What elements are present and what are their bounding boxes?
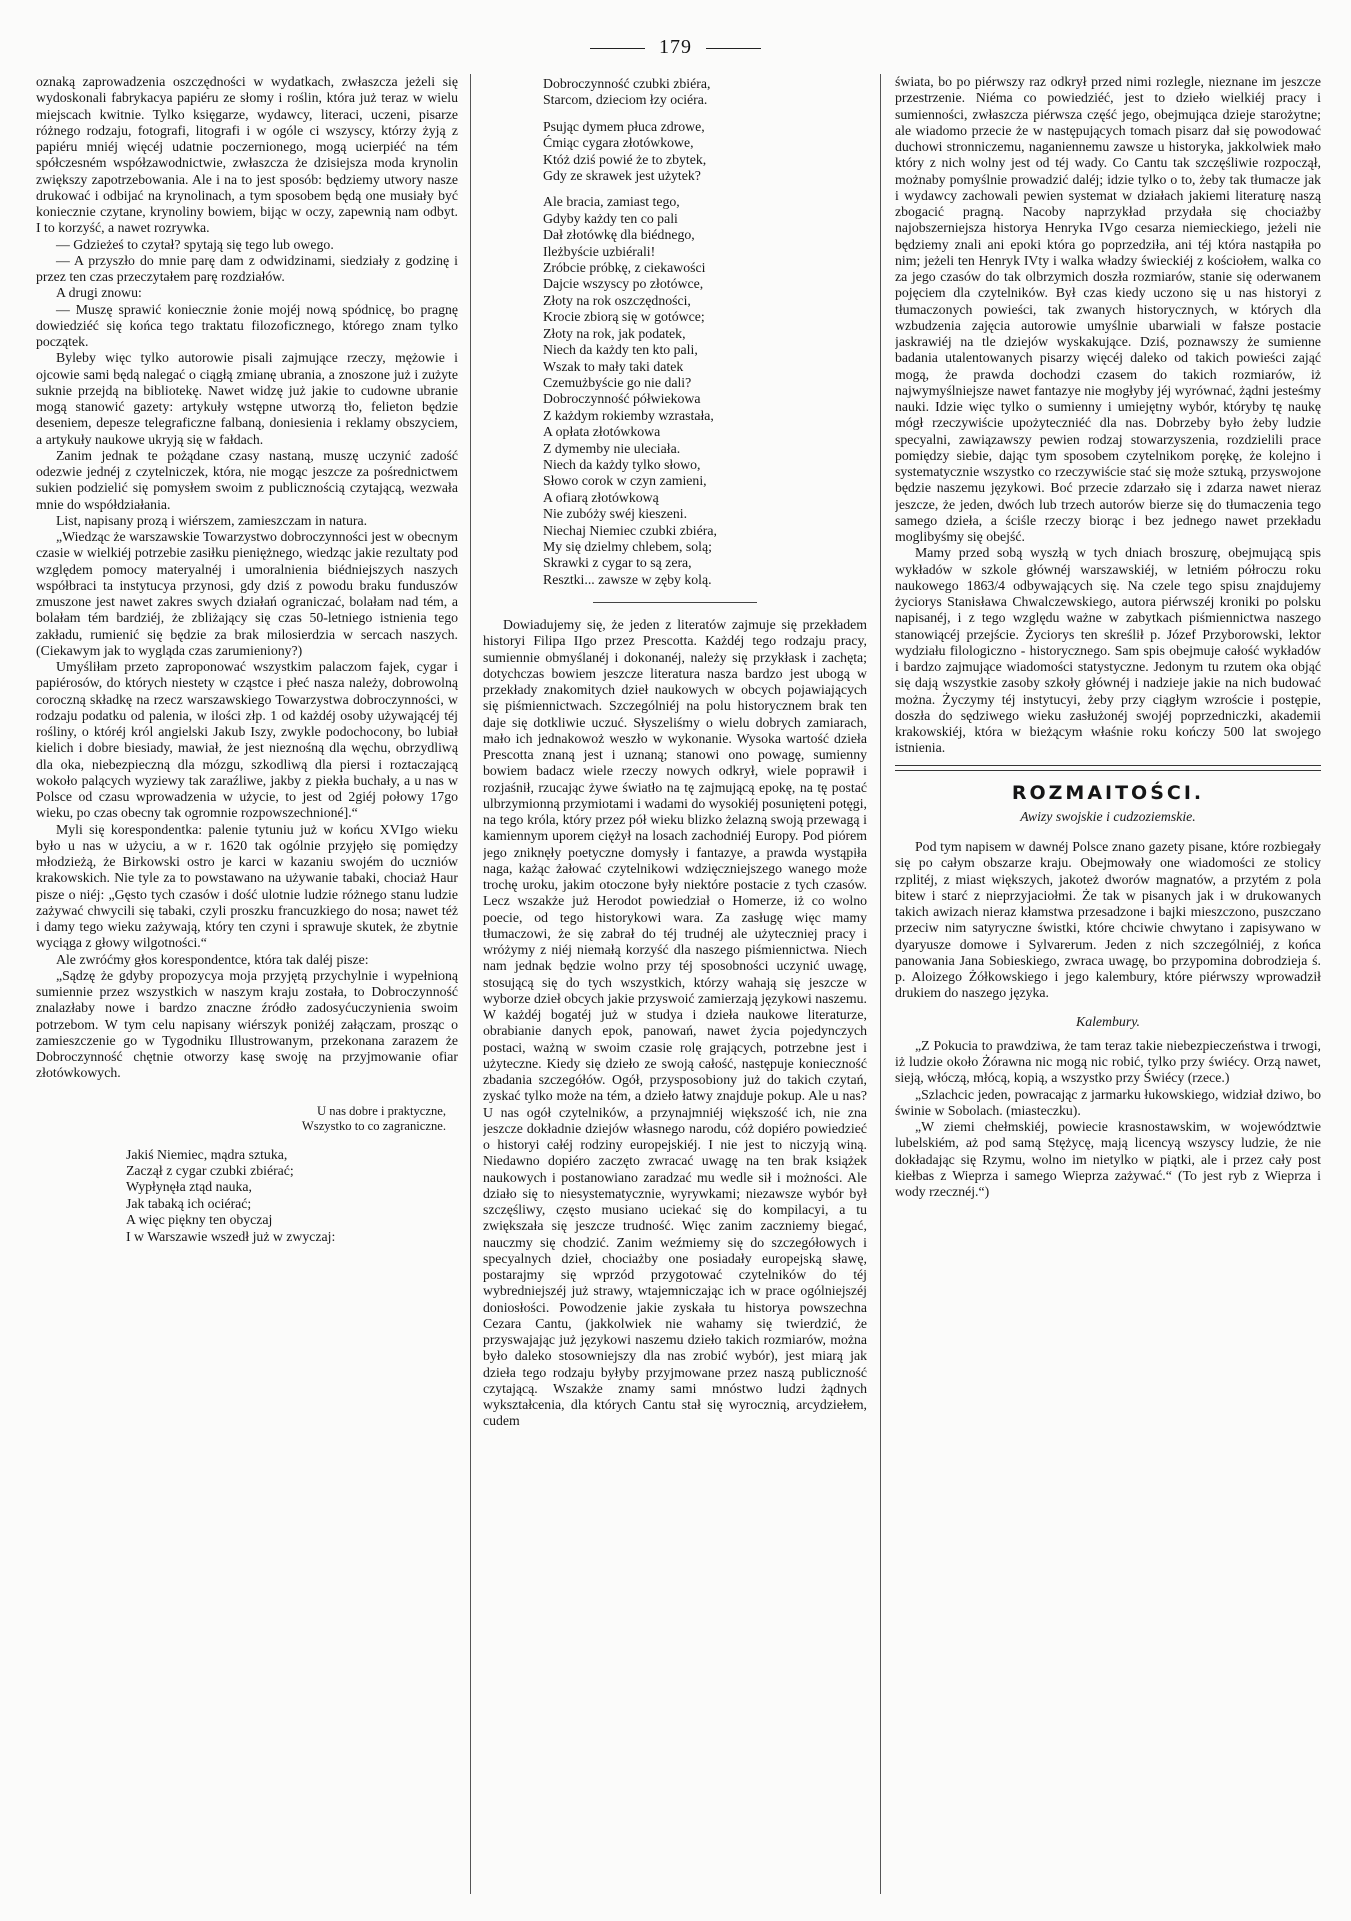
paragraph: „Z Pokucia to prawdziwa, że tam teraz takie niebezpieczeństwa i trwogi, iż ludzie około Żórawna nic mogą nic robić, tylko przy świécy. Orzą nawet, sieją, włóczą, młócą, kopią, a wszystko przy Świécy (rzece.) <box>895 1037 1321 1086</box>
poem-line: A więc piękny ten obyczaj <box>126 1212 273 1228</box>
epigraph-line: Wszystko to co zagraniczne. <box>301 1119 446 1133</box>
paragraph: Dowiadujemy się, że jeden z literatów zajmuje się przekładem historyi Filipa IIgo przez Prescotta. Każdéj tego rodzaju pracy, sumiennie obmyślanéj i dokonanéj, należy się przykłask i zachęta; dotychczas bowiem jeszcze literatura nasza bardzo jest ubogą w przekłady znakomitych dzieł naukowych w obcych pojawiających się piśmiennictwach. Szczególniéj na polu historycznem brak ten daje się dotkliwie uczuć. Słyszeliśmy o wielu dobrych zamiarach, mało ich jednakowoż weszło w wykonanie. Wysoka wartość dzieła Prescotta znaną jest i uznaną; stanowi ono powagę, sumienny bowiem badacz wiele rzeczy nowych odkrył, wiele poprawił i rozjaśnił, rzucając żywe światło na tę zajmującą epokę, na tę postać ulbrzymionną przymiotami i wadami do wysokiéj posunięteni potęgi, na tego króla, który przez pół wieku blizko żelazną swoją przewagą i kamiennym uporem ciężył na losach zachodniéj Europy. Pod piórem jego zniknęły poetyczne domysły i fantazye, a prawda wystąpiła naga, każąc żałować czytelnikowi wdzięczniejszego wanego może trochę uroku, jakim otoczone były niektóre postacie z tych czasów. Lecz wszakże już Herodot powiedział o Homerze, iż co wolno poecie, od tego historykowi wara. Za zasługę więc mamy tłumaczowi, że się zabrał do téj trudnéj ale użyteczniej pracy i wróżymy z niéj niemałą korzyść dla naszego piśmiennictwa. Niech nam jednak będzie wolno przy téj sposobności uczynić uwagę, stosującą się do tych wszystkich, którzy wahają się jeszcze w wyborze dzieł obcych jakie przyswoić zamierzają językowi naszemu. W każdéj bogatéj już w studya i dzieła naukowe literaturze, obrabianie danych epok, panowań, nawet życia pojedynczych postaci, ważną w swoim czasie rolę grających, potrzebne jest i użyteczne. Kiedy się dzieło ze swoją całość, następuje konieczność zbadania szczegółów. Ogół, przysposobiony już do takich czytań, zyskać tylko może na tém, a dzieło łatwy znajduje pokup. Ale u nas? U nas ogół czytelników, a przynajmniéj większość ich, nie zna jeszcze dokładnie dziejów własnego narodu, cóż dopiéro powiedzieć o historyi całéj rodziny europejskiéj. I nie jest to niczyją winą. Niedawno dopiéro zaczęto zwracać uwagę na ten brak książek naukowych i postanowiano zaradzać mu wedle sił i możności. Ale działo się to niesystematycznie, wyrywkami; niezawsze wybór był szczęśliwy, często musiano uciekać się do kompilacyi, a tu zwiększała się jeszcze trudność. Więc zanim zaczniemy biegać, nauczmy się chodzić. Zanim weźmiemy się do szczegółowych i specyalnych dzieł, chociażby one posiadały europejską sławę, postarajmy się wprzód przygotować czytelników do téj wybredniejszéj już strawy, wtajemniczając ich w prace ogólniejszéj doniosłości. Powodzenie jakie zyskała tu historya powszechna Cezara Cantu, (jakkolwiek nie wahamy się twierdzić, że przyswajając już językowi naszemu dzieło takich rozmiarów, można było daleko stosowniejszy dla nas zrobić wybór), jest miarą jak dzieła tego rodzaju byłyby przyjmowane przez naszą publiczność czytającą. Wszakże znamy sami mnóstwo ludzi żądnych wykształcenia, dla których Cantu stał się wyrocznią, arcydziełem, cudem <box>483 617 867 1429</box>
column-divider <box>470 74 471 1894</box>
poem-line: Dobroczynność czubki zbiéra, <box>543 76 711 91</box>
paragraph: świata, bo po piérwszy raz odkrył przed nimi rozlegle, nieznane im jeszcze przestrzenie. Niéma co powiedziéć, jest to dzieło wielkiéj pracy i sumienności, zwłaszcza piérwsza część jego, obejmująca dzieje starożytne; ale wiadomo przecie że w następujących tomach pisarz dał się powodować duchowi stronniczemu, naganiennemu zawsze u historyka, jakkolwiek mało który z nich wolny jest od téj wady. Co Cantu tak szczęśliwie rozpoczął, możnaby pomyślnie prowadzić daléj; idzie tylko o to, żeby tak tłumacze jak i wydawcy zachowali pewien systemat w działach jakiemi literaturę naszą zbogacić pragną. Nacoby naprzykład przydała się chociażby najobszerniejsza historya Henryka IVgo cesarza niemieckiego, jeżeli nie będziemy znali ani epoki która go poprzedziła, ani téj która nastąpiła po nim; jeżeli ten Henryk IVty i walka władzy świeckiéj z kościołem, walka co za jego czasów do tak olbrzymich doszła rozmiarów, stanie się oderwanem pojęciem dla czytelników. Był czas kiedy uczono się u nas historyi z tłumaczonych powieści, tak zwanych historycznych, w których dla wzbudzenia zajęcia autorowie umyślnie ubarwiali w fałsze postacie jaskrawiéj na tle dziejów wyskakujące. Dziś, poznawszy że sumienne badania utalentowanych pisarzy więcéj daleko od takich powieści zająć mogą, że prawda dochodzi czasem do takich rozmiarów, iż najwymyślniejsze nawet fantazye nie mogłyby jéj wyrównać, żądni jesteśmy nauki. Idzie więc tylko o sumienny i umiejętny wybór, któryby tę naukę mógł rzeczywiście upożyteczniéć dla nas. Dobrzeby było żeby ludzie specyalni, zawiązawszy pewien rodzaj stowarzyszenia, rozdzielili prace pomiędzy siebie, dając tym sposobem czytelnikom porękę, że kolejno i systematycznie wszystko co rzeczywiście stać się może sztuką, przyswojone będzie naszemu językowi. Boć przecie zdarzało się i zdarza nawet nieraz jeszcze, że jeden, dwóch lub trzech autorów bierze się do tłumaczenia tego samego dzieła, a ściśle rzeczy biorąc i bez jednego nawet przekładu moglibyśmy się obejść. <box>895 74 1321 544</box>
poem-line: Niech da każdy ten kto pali, <box>543 342 698 358</box>
poem-line: I w Warszawie wszedł już w zwyczaj: <box>126 1228 336 1244</box>
column-1 <box>36 74 458 1904</box>
poem-line: Złoty na rok, jak podatek, <box>543 325 686 341</box>
paragraph: — Gdzieżeś to czytał? spytają się tego lub owego. <box>56 236 334 252</box>
poem-line: My się dzielmy chlebem, solą; <box>543 538 712 554</box>
section-heading: ROZMAITOŚCI. <box>1011 781 1205 804</box>
column-2 <box>483 74 867 1904</box>
paragraph: „Szlachcic jeden, powracając z jarmarku łukowskiego, widział dziwo, bo świnie w Sobolach. (miasteczku). <box>895 1086 1321 1118</box>
poem-line: Krocie zbiorą się w gotówce; <box>543 309 705 325</box>
poem-line: Z każdym rokiemby wzrastała, <box>543 407 714 423</box>
paragraph: — A przyszło do mnie parę dam z odwidzinami, siedziały z godzinę i przez ten czas przeczytałem parę rozdziałów. <box>36 252 458 284</box>
paragraph: „Wiedząc że warszawskie Towarzystwo dobroczynności jest w obecnym czasie w wielkiéj potrzebie zasiłku pieniężnego, wiedząc jakie rezultaty pod względem pomocy materyalnéj i umoralnienia biédniejszych naszych współbraci ta instytucya przynosi, gdy dziś z powodu braku funduszów zmuszone jest nawet zakres swych działań ograniczać, bolałam nad tém, a bolałam tém bardziéj, że zbliżający się czas 50-letniego istnienia tego zakładu, rumienić się będzie za brak milosierdzia w sercach naszych. (Ciekawym jak to wygląda czas zarumieniony?) <box>36 529 458 658</box>
paragraph: A drugi znowu: <box>56 285 142 301</box>
page-number-header <box>0 36 1351 59</box>
header-rule-left <box>590 48 645 49</box>
poem-line: Jakiś Niemiec, mądra sztuka, <box>126 1146 288 1162</box>
poem-line: Resztki... zawsze w zęby kolą. <box>543 571 712 587</box>
poem-line: Niechaj Niemiec czubki zbiéra, <box>543 522 717 538</box>
poem-line: Starcom, dzieciom łzy ociéra. <box>543 92 708 108</box>
section-separator <box>593 602 757 603</box>
paragraph: Umyśliłam przeto zaproponować wszystkim palaczom fajek, cygar i papiérosów, do których niestety w cząstce i płeć nasza należy, dobrowolną coroczną składkę na rzecz warszawskiego Towarzystwa dobroczynności, w rodzaju podatku od palenia, w ilości złp. 1 od każdéj osoby używającéj téj rośliny, o któréj król angielski Jakub Iszy, zwykle podochocony, bo lubiał kielich i dobre biesiady, mawiał, że jest nieznośną dla węchu, obrzydliwą dla oka, niebezpieczną dla mózgu, szkodliwą dla piersi i roztaczającą wokoło palących wyziewy tak zaraźliwe, jakby z piekła buchały, a u nas w Polsce od czasu wprowadzenia w użycie, to jest od 2giéj połowy 17go wieku, po czas obecny tak ogromnie rozpowszechnioné].“ <box>36 659 458 821</box>
paragraph: Pod tym napisem w dawnéj Polsce znano gazety pisane, które rozbiegały się po całym obszarze kraju. Obejmowały one wiadomości ze stolicy rzplitéj, z miast większych, jakoteż dworów magnatów, a przytém z pola bitew i starć z nieprzyjaciołmi. Że tak w pisanych jak i w drukowanych takich awizach nieraz kłamstwa przesadzone i bajki mieszczono, puszczano przeciw nim satyryczne świstki, które chciwie chwytano i zapisywano w dyaryusze domowe i Sylvarerum. Jeden z nich szczególniéj, z końca panowania Jana Sobieskiego, zwraca uwagę, bo przypomina dobrodzieja ś. p. Aloizego Żółkowskiego i jego kalembury, które piérwszy wprowadził drukiem do naszego języka. <box>895 839 1321 1001</box>
paragraph: List, napisany prozą i wiérszem, zamieszczam in natura. <box>56 512 368 528</box>
poem-line: Psując dymem płuca zdrowe, <box>543 118 705 134</box>
poem-line: Złoty na rok oszczędności, <box>543 292 691 308</box>
poem-line: Ćmiąc cygara złotówkowe, <box>543 135 694 151</box>
poem-line: Gdyby każdy ten co pali <box>543 210 678 226</box>
poem <box>36 1147 458 1245</box>
poem-line: Skrawki z cygar to są zera, <box>543 555 692 571</box>
paragraph: — Muszę sprawić koniecznie żonie mojéj nową spódnicę, bo pragnę dowiedziéć się końca tego traktatu filozoficznego, którego znam tylko początek. <box>36 301 458 349</box>
poem-line: Zróbcie próbkę, z ciekawości <box>543 260 706 276</box>
poem-line: A ofiarą złotówkową <box>543 489 659 505</box>
poem-line: Dał złotówkę dla biédnego, <box>543 227 695 243</box>
section-double-rule <box>895 765 1321 771</box>
poem-line: Dajcie wszyscy po złotówce, <box>543 276 704 292</box>
poem-line: Słowo corok w czyn zamieni, <box>543 473 707 489</box>
poem-line: Nie zubóży swéj kieszeni. <box>543 506 688 522</box>
epigraph-line: U nas dobre i praktyczne, <box>316 1103 446 1118</box>
article-subheading: Kalembury. <box>1076 1013 1140 1029</box>
poem-line: Niech da każdy tylko słowo, <box>543 456 701 472</box>
poem-line: Wypłynęła ztąd nauka, <box>126 1179 252 1195</box>
poem-stanza <box>483 119 867 185</box>
header-rule-right <box>706 48 761 49</box>
poem-line: Z dymemby nie uleciała. <box>543 440 681 456</box>
poem-line: A opłata złotówkowa <box>543 424 661 440</box>
paragraph: „Sądzę że gdyby propozycya moja przyjętą przychylnie i wypełnioną sumiennie przez wszystkich w naszym kraju została, to Dobroczynność znalazłaby nowe i bardzo znaczne źródło zadosyćuczynienia swoim potrzebom. W tym celu napisany wiérszyk poniżéj załączam, prosząc o zamieszczenie go w Tygodniku Illustrowanym, przekonana zarazem że Dobroczynność chętnie otworzy kasę swoję na przyjmowanie ofiar złotówkowych. <box>36 967 458 1081</box>
paragraph: „W ziemi chełmskiéj, powiecie krasnostawskim, w województwie lubelskiém, aż pod samą Stężycę, mają licencyą wszyscy ludzie, że nie dokładając się Rzymu, wolno im nietylko w piątki, ale i przez cały post kiełbas z Wieprza i samego Wieprza zażywać.“ (To jest ryb z Wieprza i wody rzecznéj.“) <box>895 1119 1321 1199</box>
poem-stanza <box>483 76 867 109</box>
paragraph: Zanim jednak te pożądane czasy nastaną, muszę uczynić zadość odezwie jednéj z czytelniczek, która, nie mogąc jeszcze za pośrednictwem sukien podzielić się pomysłem swoim z publicznością czytającą, wezwała mnie do współdziałania. <box>36 447 458 512</box>
poem-line: Zaczął z cygar czubki zbiérać; <box>126 1162 294 1178</box>
paragraph: Ale zwróćmy głos korespondentce, która tak daléj pisze: <box>56 951 369 967</box>
poem-line: Czemużbyście go nie dali? <box>543 374 692 390</box>
column-3 <box>895 74 1321 1904</box>
paragraph: Mamy przed sobą wyszłą w tych dniach broszurę, obejmującą spis wykładów w szkole głównéj warszawskiéj, w letniém półroczu roku naukowego 1863/4 odbywających się. Na czele tego spisu znajdujemy życiorys Stanisława Chwalczewskiego, autora piérwszéj kroniki po polsku napisanéj, i z tego względu ważne w zabytkach piśmiennictwa naszego stanowiącéj przejście. Życiorys ten skreślił p. Józef Przyborowski, lektor wydziału filologiczno - historycznego. Sam spis obejmuje całość wykładów i bardzo zajmujące wiadomości statystyczne. Jedonym tu rzutem oka objąć się dają wszystkie zasoby szkoły głównéj i nadzieje jakie na nich budować można. Życzymy téj instytucyi, żeby przy ciągłym wzroście i postępie, doszła do sędziwego wieku zasłużonéj swojéj poprzedniczki, akademii krakowskiéj, która w bieżącym właśnie roku kończy 500 lat swojego istnienia. <box>895 545 1321 756</box>
page-number: 179 <box>659 36 692 58</box>
poem-line: Wszak to mały taki datek <box>543 358 684 374</box>
poem-line: Dobroczynność półwiekowa <box>543 391 701 407</box>
poem-epigraph <box>36 1104 458 1135</box>
poem-line: Ale bracia, zamiast tego, <box>543 194 680 210</box>
column-divider <box>880 74 881 1894</box>
section-subheading: Awizy swojskie i cudzoziemskie. <box>1020 808 1196 824</box>
paragraph: oznaką zaprowadzenia oszczędności w wydatkach, zwłaszcza jeżeli się wydoskonali fabrykacya papiéru ze słomy i roślin, która już teraz w wielu miejscach kwitnie. Tylko księgarze, wydawcy, literaci, uczeni, pisarze różnego rodzaju, fotografi, litografi i w ogóle ci wszyscy, którzy żyją z papiéru mniéj więcéj udatnie poczernionego, mogą ucierpiéć na tém spółczesném współzawodnictwie, zwłaszcza że dzisiejsza moda krynolin zwiększy zapotrzebowania. Ale i na to jest sposób: będziemy utwory nasze drukować i odbijać na krynolinach, a tym sposobem będą one musiały być koniecznie czytane, krynoliny bowiem, bijąc w oczy, zapewnią nam odbyt. I to korzyść, a nawet rozrywka. <box>36 74 458 236</box>
poem-line: Jak tabaką ich ociérać; <box>126 1195 252 1211</box>
poem-line: Gdy ze skrawek jest użytek? <box>543 168 701 184</box>
poem-line: Któż dziś powié że to zbytek, <box>543 151 707 167</box>
poem-stanza <box>483 194 867 588</box>
poem-line: Ileżbyście uzbiérali! <box>543 243 656 259</box>
paragraph: Myli się korespondentka: palenie tytuniu już w końcu XVIgo wieku było u nas w użyciu, a w r. 1620 tak ogólnie przyjęło się pomiędzy młodzieżą, że Birkowski ostro je karci w kazaniu swojém do uczniów krakowskich. Nie tyle za to powstawano na używanie tabaki, chociaż Haur pisze o niéj: „Gęsto tych czasów i dość ulotnie ludzie różnego stanu ludzie zażywać chwycili się tabaki, czyli proszku francuzkiego do nosa; nawet téż i damy tego wieku zażywają, który ten czyni i sprawuje skutek, że zbytnie wyciąga z głowy wilgotności.“ <box>36 821 458 951</box>
paragraph: Byleby więc tylko autorowie pisali zajmujące rzeczy, mężowie i ojcowie sami będą nalegać o ciągłą zmianę ubrania, a znoszone już i zużyte suknie przejdą na bibliotekę. Nawet widzę już jakie to cudowne ubranie mogą stanowić gazety: artykuły wstępne utworzą tło, felieton będzie deseniem, depesze telegraficzne falbaną, doniesienia i reklamy obszyciem, a artykuły naukowe ukryją się w fałdach. <box>36 350 458 447</box>
